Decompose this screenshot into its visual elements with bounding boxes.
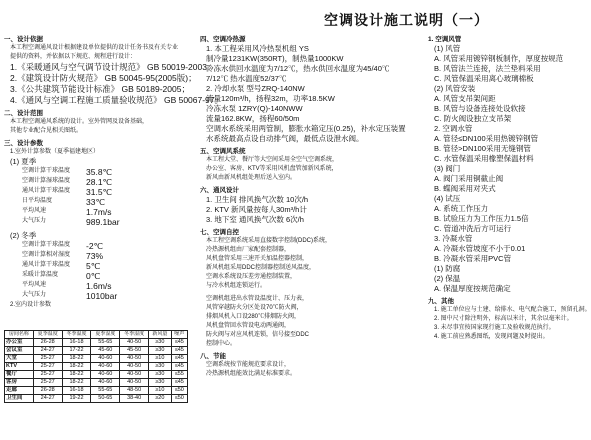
table-cell: ≤45 <box>171 379 187 387</box>
table-cell: 客房 <box>5 379 34 387</box>
table-cell: 16-18 <box>62 339 91 347</box>
table-cell: ≥30 <box>149 379 172 387</box>
construction-item: A. 系统工作压力 <box>434 204 489 213</box>
indoor-params-table <box>4 330 188 403</box>
energy-line: 冷热源机组能效比满足标准要求。 <box>206 371 297 377</box>
param-label: 通风计算干球温度 <box>22 188 71 194</box>
controls-line: 本工程空调系统采用直接数字控制(DDC)系统， <box>206 238 331 244</box>
construction-item: C. 管道冲洗后方可运行 <box>434 224 512 233</box>
construction-items <box>428 44 564 294</box>
param-value: 989.1bar <box>86 217 120 227</box>
fire-damper-line: 排烟风机入口设280℃排烟防火阀， <box>206 314 301 320</box>
param-row <box>4 177 192 187</box>
param-row <box>4 207 192 217</box>
construction-item: (2) 风管安装 <box>434 84 476 93</box>
controls-line: 与冷水机组连锁运行。 <box>206 283 267 289</box>
outdoor-params-heading: 1.室外计算参数（夏季福建地区） <box>10 149 100 155</box>
param-label: 大气压力 <box>22 292 47 298</box>
param-row <box>4 217 192 227</box>
table-cell: ≥10 <box>149 387 172 395</box>
table-header-cell: 房间名称 <box>5 331 34 339</box>
table-cell: 24-27 <box>33 395 62 403</box>
table-row <box>5 395 188 403</box>
table-cell: 走廊 <box>5 387 34 395</box>
table-cell: 18-22 <box>62 379 91 387</box>
cold-heat-source-line: 空调水系统采用两管制，膨胀水箱定压(0.25)，补水定压装置 <box>206 124 406 133</box>
table-cell: 26-28 <box>33 339 62 347</box>
cold-heat-source-line: 冷冻水供回水温度为7/12℃，热水供回水温度为45/40℃ <box>206 64 390 73</box>
section-design-params-heading: 三、设计参数 <box>4 140 43 147</box>
table-cell: 45-60 <box>91 347 120 355</box>
construction-item: C. 风管保温采用离心玻璃棉板 <box>434 74 534 83</box>
construction-item: 3. 冷凝水管 <box>434 234 473 243</box>
fire-damper-line: 控制中心。 <box>206 341 237 347</box>
param-label: 通风计算干球温度 <box>22 262 71 268</box>
table-cell: 40-50 <box>120 355 149 363</box>
construction-item: A. 风管采用镀锌钢板制作，厚度按规范 <box>434 54 564 63</box>
param-row <box>4 291 192 301</box>
param-row <box>4 187 192 197</box>
construction-item: A. 保温厚度按规范确定 <box>434 284 511 293</box>
table-cell: ≤45 <box>171 355 187 363</box>
table-cell: 25-27 <box>33 371 62 379</box>
table-cell: 26-28 <box>33 387 62 395</box>
table-cell: 40-60 <box>91 379 120 387</box>
table-cell: ≤50 <box>171 387 187 395</box>
param-value: 73% <box>86 251 104 261</box>
design-basis-intro-2: 提供的资料，并依据以下规范、规程进行设计： <box>10 54 137 60</box>
table-cell: 19-22 <box>62 395 91 403</box>
fire-damper-line: 风管穿越防火分区处设70℃防火阀， <box>206 305 303 311</box>
table-cell: 40-50 <box>120 363 149 371</box>
fire-damper-line: 风机盘管回水管设电动两通阀， <box>206 323 291 329</box>
param-value: 1.6m/s <box>86 281 112 291</box>
table-cell: 办公室 <box>5 339 34 347</box>
construction-item: (3) 阀门 <box>434 164 461 173</box>
construction-item: A. 风管支吊架间距 <box>434 94 496 103</box>
construction-item: (1) 防腐 <box>434 264 461 273</box>
cold-heat-source-line: 制冷量1231KW(350RT)，制热量1000KW <box>206 54 344 63</box>
table-cell: 50-65 <box>91 395 120 403</box>
table-cell: 18-22 <box>62 363 91 371</box>
param-label: 大气压力 <box>22 218 47 224</box>
energy-line: 空调系统按节能规范要求设计， <box>206 362 291 368</box>
param-value: 28.1℃ <box>86 177 113 187</box>
param-value: 1010bar <box>86 291 118 301</box>
param-row <box>4 281 192 291</box>
ventilation-line: 3. 地下室 通风换气次数 6次/h <box>206 215 304 224</box>
table-cell: 18-22 <box>62 371 91 379</box>
table-row <box>5 355 188 363</box>
controls-line: 风机盘管采用三速开关加温控器控制， <box>206 256 309 262</box>
table-cell: 25-27 <box>33 363 62 371</box>
section-energy-heading: 八、节能 <box>200 353 226 360</box>
cold-heat-source-line: 流量162.8KW，扬程60/50m <box>206 114 300 123</box>
param-row <box>4 167 192 177</box>
ventilation-line: 1. 卫生间 排风换气次数 10次/h <box>206 195 309 204</box>
table-cell: 卫生间 <box>5 395 34 403</box>
param-value: 5℃ <box>86 261 101 271</box>
table-cell: 会议室 <box>5 347 34 355</box>
table-cell: 16-18 <box>62 387 91 395</box>
table-cell: 40-50 <box>120 379 149 387</box>
param-row <box>4 197 192 207</box>
air-system-lines <box>200 156 415 183</box>
param-row <box>4 251 192 261</box>
table-cell: 45-50 <box>120 347 149 355</box>
construction-item: B. 风管与设备连接处设软接 <box>434 104 526 113</box>
column-right <box>428 32 591 342</box>
standard-item: 2.《建筑设计防火规范》 GB 50045-95(2005版)； <box>10 73 197 83</box>
indoor-params-heading: 2.室内设计参数 <box>10 302 52 308</box>
section-design-basis-heading: 一、设计依据 <box>4 36 43 43</box>
param-value: 35.8℃ <box>86 167 113 177</box>
summer-heading: (1) 夏季 <box>10 157 37 166</box>
cold-heat-source-line: 1. 本工程采用风冷热泵机组 YS <box>206 44 309 53</box>
param-value: 31.5℃ <box>86 187 113 197</box>
param-row <box>4 261 192 271</box>
summer-params-list <box>4 167 192 227</box>
other-notes <box>428 306 591 342</box>
other-note: 2. 图中尺寸除注明外，标高以米计，其余以毫米计。 <box>434 316 573 322</box>
section-cold-heat-source-heading: 四、空调冷热源 <box>200 36 246 43</box>
table-cell: ≥30 <box>149 371 172 379</box>
table-cell: 24-27 <box>33 347 62 355</box>
controls-line: 新风机组采用DDC控制器控制送风温度， <box>206 265 315 271</box>
construction-item: 2. 空调水管 <box>434 124 473 133</box>
ventilation-lines <box>200 195 415 225</box>
controls-lines <box>200 237 415 291</box>
construction-item: A. 管径≤DN100采用热镀锌钢管 <box>434 134 539 143</box>
construction-item: B. 风管法兰连接，法兰垫料采用 <box>434 64 541 73</box>
table-cell: ≤55 <box>171 371 187 379</box>
controls-line: 空调水系统设压差旁通控制装置， <box>206 274 297 280</box>
controls-line: 冷热源机组由厂家配套控制器， <box>206 247 291 253</box>
construction-item: C. 水管保温采用橡塑保温材料 <box>434 154 534 163</box>
param-label: 空调计算干球温度 <box>22 168 71 174</box>
cold-heat-source-line: 2. 冷却水泵 型号ZRQ-140NW <box>206 84 305 93</box>
table-cell: 大堂 <box>5 355 34 363</box>
param-value: -2℃ <box>86 241 104 251</box>
table-cell: 40-60 <box>91 355 120 363</box>
air-system-line: 新风由新风机组处理后送入室内。 <box>206 175 297 181</box>
table-cell: 38-40 <box>120 395 149 403</box>
section-design-scope-heading: 二、设计范围 <box>4 110 43 117</box>
winter-params-list <box>4 231 192 301</box>
table-cell: ≥20 <box>149 395 172 403</box>
column-middle <box>200 32 415 379</box>
param-row <box>4 241 192 251</box>
air-system-line: 本工程大堂、餐厅等大空间采用全空气空调系统， <box>206 157 339 163</box>
fire-damper-line: 防火阀与对应风机连锁，信号接至DDC <box>206 332 309 338</box>
section-ductwork-heading: 1. 空调风管 <box>428 36 462 43</box>
table-row <box>5 387 188 395</box>
energy-lines <box>200 361 415 379</box>
table-cell: ≥30 <box>149 347 172 355</box>
fire-damper-line: 空调机组进出水管设温度计、压力表， <box>206 296 309 302</box>
table-header-cell: 噪声 <box>171 331 187 339</box>
table-row <box>5 339 188 347</box>
param-value: 33℃ <box>86 197 106 207</box>
other-note: 3. 未尽事宜按国家现行施工及验收规范执行。 <box>434 325 555 331</box>
construction-item: (4) 试压 <box>434 194 461 203</box>
standard-item: 4.《通风与空调工程施工质量验收规范》 GB 50067-97。 <box>10 95 224 105</box>
table-cell: 48-50 <box>120 387 149 395</box>
table-cell: 17-22 <box>62 347 91 355</box>
design-scope-line: 其他专业配合见相关图纸。 <box>10 128 83 134</box>
construction-item: C. 防火阀设独立支吊架 <box>434 114 512 123</box>
table-cell: ≥30 <box>149 363 172 371</box>
table-cell: 55-65 <box>91 387 120 395</box>
table-header-cell: 冬季湿度 <box>120 331 149 339</box>
construction-item: B. 蝶阀采用对夹式 <box>434 184 496 193</box>
table-cell: ≤50 <box>171 395 187 403</box>
design-scope-line: 本工程空调通风系统的设计。室外管网及设备基础， <box>10 119 149 125</box>
param-value: 0℃ <box>86 271 101 281</box>
table-cell: ≥10 <box>149 355 172 363</box>
cold-heat-source-line: 7/12℃ 热水温度52/37℃ <box>206 74 287 83</box>
construction-item: B. 试验压力为工作压力1.5倍 <box>434 214 529 223</box>
table-cell: ≤45 <box>171 339 187 347</box>
fire-damper-lines <box>200 295 415 349</box>
table-cell: 55-65 <box>91 339 120 347</box>
table-cell: 40-60 <box>91 371 120 379</box>
cold-heat-source-line: 流量120m³/h，扬程32m，功率18.5KW <box>206 94 335 103</box>
section-other-heading: 九、其他 <box>428 298 454 305</box>
table-header-cell: 夏季温度 <box>33 331 62 339</box>
table-cell: 40-50 <box>120 371 149 379</box>
table-header-row <box>5 331 188 339</box>
construction-item: A. 阀门采用铜截止阀 <box>434 174 504 183</box>
other-note: 4. 施工前应熟悉图纸，发现问题及时提出。 <box>434 334 549 340</box>
table-row <box>5 379 188 387</box>
cold-heat-source-lines <box>200 44 415 144</box>
construction-item: (2) 保温 <box>434 274 461 283</box>
table-header-cell: 新风量 <box>149 331 172 339</box>
table-cell: 25-27 <box>33 355 62 363</box>
param-label: 空调计算干球温度 <box>22 242 71 248</box>
table-cell: 18-22 <box>62 355 91 363</box>
table-header-cell: 夏季湿度 <box>91 331 120 339</box>
table-header-cell: 冬季温度 <box>62 331 91 339</box>
table-cell: ≤45 <box>171 363 187 371</box>
param-label: 空调计算相对湿度 <box>22 252 71 258</box>
section-ventilation-heading: 六、通风设计 <box>200 187 239 194</box>
param-label: 平均风速 <box>22 282 47 288</box>
table-row <box>5 371 188 379</box>
table-cell: ≤45 <box>171 347 187 355</box>
construction-item: (1) 风管 <box>434 44 461 53</box>
param-label: 日平均温度 <box>22 198 53 204</box>
other-note: 1. 施工单位应与土建、给排水、电气配合施工，预留孔洞。 <box>434 307 591 313</box>
section-controls-heading: 七、空调自控 <box>200 229 239 236</box>
cold-heat-source-line: 冷冻水泵 1ZRY(Q)-140NWW <box>206 104 303 113</box>
table-row <box>5 363 188 371</box>
table-cell: 40-50 <box>120 339 149 347</box>
air-system-line: 办公室、客房、KTV等采用风机盘管加新风系统， <box>206 166 338 172</box>
section-air-system-heading: 五、空调风系统 <box>200 148 246 155</box>
cold-heat-source-line: 水系统最高点设自动排气阀，最低点设泄水阀。 <box>206 134 364 143</box>
ventilation-line: 2. KTV 新风量按每人30m³/h计 <box>206 205 307 214</box>
param-value: 1.7m/s <box>86 207 112 217</box>
table-cell: 餐厅 <box>5 371 34 379</box>
table-cell: 40-60 <box>91 363 120 371</box>
param-label: 空调计算湿球温度 <box>22 178 71 184</box>
table-cell: 25-27 <box>33 379 62 387</box>
construction-item: A. 冷凝水管坡度不小于0.01 <box>434 244 526 253</box>
table-cell: KTV <box>5 363 34 371</box>
standard-item: 1.《采暖通风与空气调节设计规范》 GB 50019-2003； <box>10 62 216 72</box>
standard-item: 3.《公共建筑节能设计标准》 GB 50189-2005； <box>10 84 190 94</box>
param-label: 采暖计算温度 <box>22 272 59 278</box>
construction-item: B. 管径>DN100采用无缝钢管 <box>434 144 531 153</box>
design-basis-intro-1: 本工程空调通风设计根据建设单位提供的设计任务书及有关专业 <box>10 45 179 51</box>
param-label: 平均风速 <box>22 208 47 214</box>
table-cell: ≥30 <box>149 339 172 347</box>
table-row <box>5 347 188 355</box>
construction-item: B. 冷凝水管采用PVC管 <box>434 254 512 263</box>
param-row <box>4 271 192 281</box>
page-title: 空调设计施工说明（一） <box>324 13 489 29</box>
winter-heading: (2) 冬季 <box>10 231 37 240</box>
